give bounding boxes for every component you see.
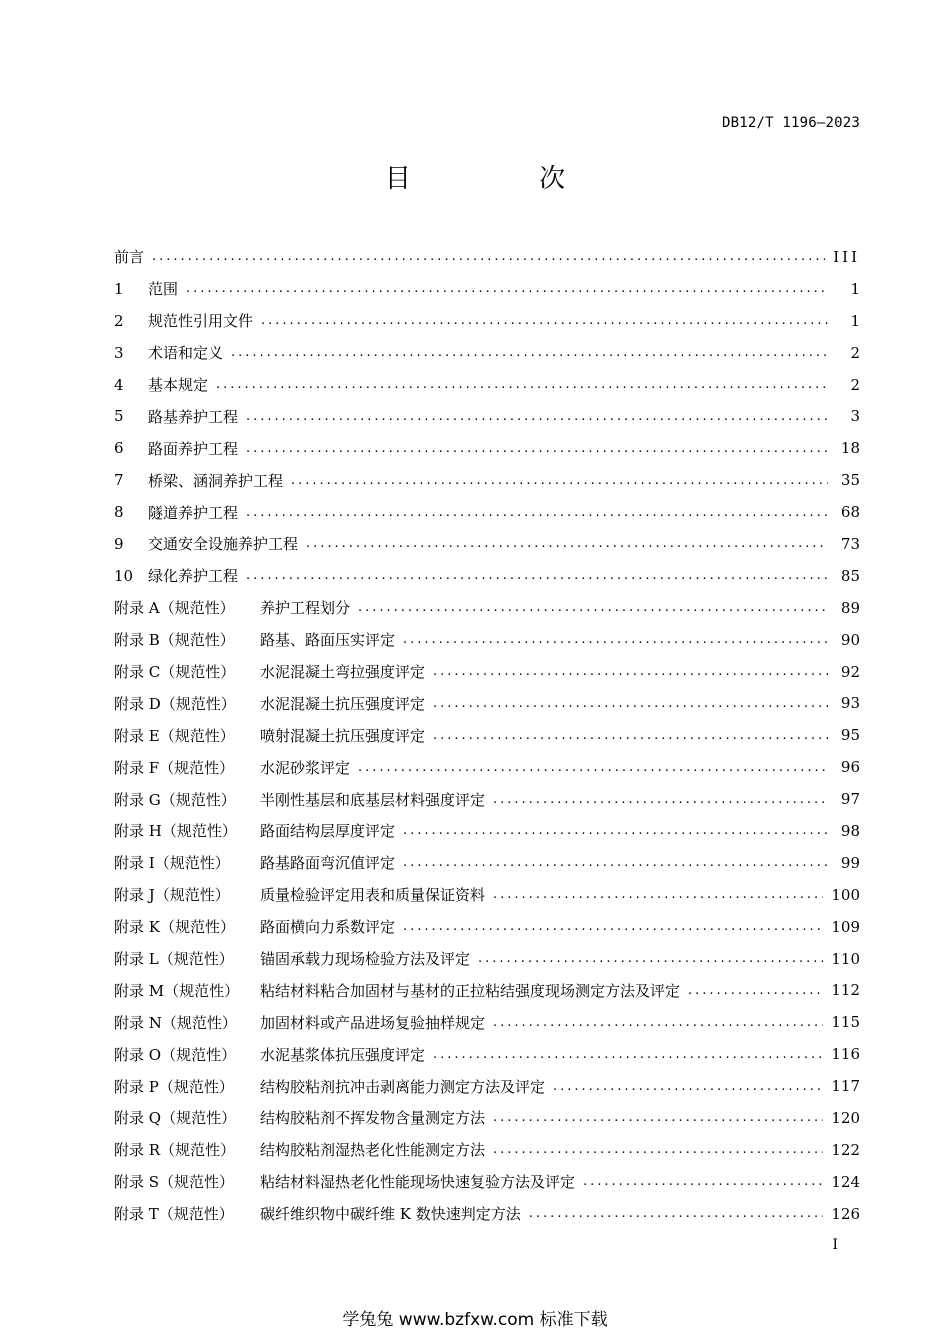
dot-leader	[246, 409, 828, 424]
appendix-id: 附录 A（规范性）	[114, 599, 235, 618]
dot-leader	[261, 313, 828, 328]
dot-leader	[403, 632, 828, 647]
toc-entry[interactable]	[114, 369, 860, 401]
toc-entry-number: 9	[114, 534, 124, 553]
dot-leader	[403, 855, 828, 870]
appendix-title: 质量检验评定用表和质量保证资料	[260, 886, 486, 905]
appendix-title: 结构胶粘剂抗冲击剥离能力测定方法及评定	[260, 1077, 546, 1096]
dot-leader	[529, 1206, 824, 1221]
toc-entry[interactable]	[114, 273, 860, 305]
toc-appendix-entry[interactable]	[114, 847, 860, 879]
appendix-id: 附录 D（规范性）	[114, 694, 236, 713]
toc-entry-number: 8	[114, 503, 124, 522]
toc-entry-label: 规范性引用文件	[148, 312, 254, 331]
toc-entry[interactable]	[114, 241, 860, 273]
dot-leader	[493, 1110, 823, 1125]
dot-leader	[216, 377, 828, 392]
appendix-page: 89	[840, 598, 860, 617]
toc-appendix-entry[interactable]	[114, 1006, 860, 1038]
appendix-id: 附录 O（规范性）	[114, 1045, 237, 1064]
toc-entry-page: 2	[850, 375, 860, 394]
toc-entry-number: 2	[114, 311, 124, 330]
appendix-title: 喷射混凝土抗压强度评定	[260, 726, 426, 745]
appendix-id: 附录 B（规范性）	[114, 631, 235, 650]
toc-entry-page: 68	[840, 503, 860, 522]
appendix-title: 粘结材料粘合加固材与基材的正拉粘结强度现场测定方法及评定	[260, 981, 681, 1000]
appendix-page: 110	[831, 949, 860, 968]
toc-entry-page: 2	[850, 343, 860, 362]
dot-leader	[246, 505, 828, 520]
dot-leader	[553, 1079, 823, 1094]
appendix-page: 99	[840, 853, 860, 872]
toc-entry[interactable]	[114, 528, 860, 560]
toc-entry-number: 10	[114, 566, 134, 585]
toc-appendix-entry[interactable]	[114, 687, 860, 719]
toc-entry[interactable]	[114, 305, 860, 337]
appendix-page: 100	[831, 885, 860, 904]
appendix-id: 附录 G（规范性）	[114, 790, 236, 809]
toc-entry[interactable]	[114, 496, 860, 528]
toc-entry-page: III	[833, 247, 860, 266]
toc-entry-label: 桥梁、涵洞养护工程	[148, 471, 284, 490]
dot-leader	[306, 536, 828, 551]
appendix-title: 路基路面弯沉值评定	[260, 854, 396, 873]
dot-leader	[152, 249, 825, 264]
toc-entry-page: 1	[850, 311, 860, 330]
toc-appendix-entry[interactable]	[114, 1134, 860, 1166]
appendix-page: 95	[840, 726, 860, 745]
toc-entry-page: 73	[840, 534, 860, 553]
appendix-page: 90	[840, 630, 860, 649]
toc-entry[interactable]	[114, 432, 860, 464]
dot-leader	[231, 345, 828, 360]
dot-leader	[493, 1015, 823, 1030]
appendix-title: 水泥混凝土弯拉强度评定	[260, 663, 426, 682]
toc-appendix-entry[interactable]	[114, 1102, 860, 1134]
toc-appendix-entry[interactable]	[114, 879, 860, 911]
dot-leader	[246, 441, 828, 456]
toc-appendix-entry[interactable]	[114, 592, 860, 624]
toc-appendix-entry[interactable]	[114, 974, 860, 1006]
toc-entry[interactable]	[114, 400, 860, 432]
appendix-page: 124	[831, 1172, 860, 1191]
toc-entry-label: 术语和定义	[148, 344, 224, 363]
dot-leader	[403, 823, 828, 838]
dot-leader	[246, 568, 828, 583]
appendix-title: 养护工程划分	[260, 599, 351, 618]
appendix-id: 附录 N（规范性）	[114, 1013, 237, 1032]
appendix-id: 附录 R（规范性）	[114, 1141, 236, 1160]
toc-appendix-entry[interactable]	[114, 1166, 860, 1198]
appendix-page: 117	[831, 1077, 860, 1096]
toc-entry-label: 交通安全设施养护工程	[148, 535, 299, 554]
dot-leader	[478, 951, 823, 966]
appendix-page: 93	[840, 694, 860, 713]
toc-entry-label: 范围	[148, 280, 179, 299]
appendix-id: 附录 T（规范性）	[114, 1205, 234, 1224]
toc-appendix-entry[interactable]	[114, 1070, 860, 1102]
appendix-page: 92	[840, 662, 860, 681]
appendix-page: 126	[831, 1204, 860, 1223]
table-of-contents	[114, 241, 860, 1230]
appendix-id: 附录 H（规范性）	[114, 822, 237, 841]
toc-entry-number: 4	[114, 375, 124, 394]
appendix-page: 112	[831, 981, 860, 1000]
dot-leader	[433, 664, 828, 679]
appendix-page: 98	[840, 821, 860, 840]
toc-entry-label: 绿化养护工程	[148, 567, 239, 586]
toc-appendix-entry[interactable]	[114, 1198, 860, 1230]
toc-entry-page: 35	[840, 471, 860, 490]
toc-entry-number: 5	[114, 407, 124, 426]
toc-appendix-entry[interactable]	[114, 751, 860, 783]
appendix-page: 109	[831, 917, 860, 936]
toc-entry-label: 隧道养护工程	[148, 503, 239, 522]
appendix-page: 115	[831, 1013, 860, 1032]
footer-watermark-text: 学兔兔 www.bzfxw.com 标准下载	[342, 1310, 608, 1330]
dot-leader	[403, 919, 823, 934]
toc-entry-page: 1	[850, 279, 860, 298]
appendix-title: 路面结构层厚度评定	[260, 822, 396, 841]
appendix-page: 97	[840, 790, 860, 809]
dot-leader	[186, 281, 828, 296]
appendix-title: 结构胶粘剂不挥发物含量测定方法	[260, 1109, 486, 1128]
appendix-id: 附录 I（规范性）	[114, 854, 230, 873]
appendix-id: 附录 P（规范性）	[114, 1077, 234, 1096]
appendix-page: 120	[831, 1108, 860, 1127]
toc-entry-label: 基本规定	[148, 376, 209, 394]
appendix-id: 附录 E（规范性）	[114, 726, 235, 745]
dot-leader	[688, 983, 823, 998]
appendix-title: 粘结材料湿热老化性能现场快速复验方法及评定	[260, 1173, 576, 1192]
appendix-page: 116	[831, 1045, 860, 1064]
appendix-title: 水泥砂浆评定	[260, 758, 351, 777]
dot-leader	[493, 792, 828, 807]
appendix-title: 结构胶粘剂湿热老化性能测定方法	[260, 1141, 486, 1160]
appendix-id: 附录 J（规范性）	[114, 886, 230, 905]
appendix-title: 半刚性基层和底基层材料强度评定	[260, 790, 486, 809]
appendix-id: 附录 L（规范性）	[114, 950, 234, 969]
dot-leader	[433, 696, 828, 711]
toc-appendix-entry[interactable]	[114, 624, 860, 656]
dot-leader	[433, 1047, 823, 1062]
appendix-id: 附录 C（规范性）	[114, 663, 236, 682]
toc-entry-page: 85	[840, 566, 860, 585]
appendix-page: 96	[840, 758, 860, 777]
appendix-title: 水泥基浆体抗压强度评定	[260, 1045, 426, 1064]
toc-entry-number: 1	[114, 279, 124, 298]
toc-appendix-entry[interactable]	[114, 943, 860, 975]
dot-leader	[493, 1142, 823, 1157]
toc-appendix-entry[interactable]	[114, 719, 860, 751]
appendix-title: 水泥混凝土抗压强度评定	[260, 694, 426, 713]
dot-leader	[493, 887, 823, 902]
dot-leader	[583, 1174, 823, 1189]
appendix-id: 附录 Q（规范性）	[114, 1109, 237, 1128]
appendix-page: 122	[831, 1140, 860, 1159]
toc-appendix-entry[interactable]	[114, 911, 860, 943]
page-number: I	[832, 1237, 838, 1253]
toc-entry-label: 前言	[114, 248, 145, 267]
toc-appendix-entry[interactable]	[114, 815, 860, 847]
appendix-id: 附录 M（规范性）	[114, 981, 240, 1000]
appendix-id: 附录 K（规范性）	[114, 918, 235, 937]
appendix-title: 锚固承载力现场检验方法及评定	[260, 950, 471, 969]
dot-leader	[291, 473, 828, 488]
appendix-title: 路基、路面压实评定	[260, 631, 396, 650]
toc-appendix-entry[interactable]	[114, 783, 860, 815]
toc-entry[interactable]	[114, 560, 860, 592]
dot-leader	[433, 728, 828, 743]
toc-entry-page: 18	[840, 439, 860, 458]
standard-code: DB12/T 1196—2023	[721, 115, 860, 131]
toc-entry[interactable]	[114, 464, 860, 496]
appendix-title: 路面横向力系数评定	[260, 918, 396, 937]
toc-entry-number: 3	[114, 343, 124, 362]
dot-leader	[358, 600, 828, 615]
toc-entry-number: 6	[114, 439, 124, 458]
toc-entry-number: 7	[114, 471, 124, 490]
toc-appendix-entry[interactable]	[114, 1038, 860, 1070]
toc-entry-label: 路面养护工程	[148, 439, 239, 458]
toc-appendix-entry[interactable]	[114, 656, 860, 688]
appendix-title: 加固材料或产品进场复验抽样规定	[260, 1013, 486, 1032]
toc-entry[interactable]	[114, 337, 860, 369]
appendix-title: 碳纤维织物中碳纤维 K 数快速判定方法	[260, 1205, 521, 1224]
dot-leader	[358, 760, 828, 775]
toc-entry-page: 3	[850, 407, 860, 426]
page-title: 目 次	[384, 164, 626, 194]
toc-entry-label: 路基养护工程	[148, 407, 239, 426]
appendix-id: 附录 F（规范性）	[114, 758, 235, 777]
appendix-id: 附录 S（规范性）	[114, 1173, 235, 1192]
